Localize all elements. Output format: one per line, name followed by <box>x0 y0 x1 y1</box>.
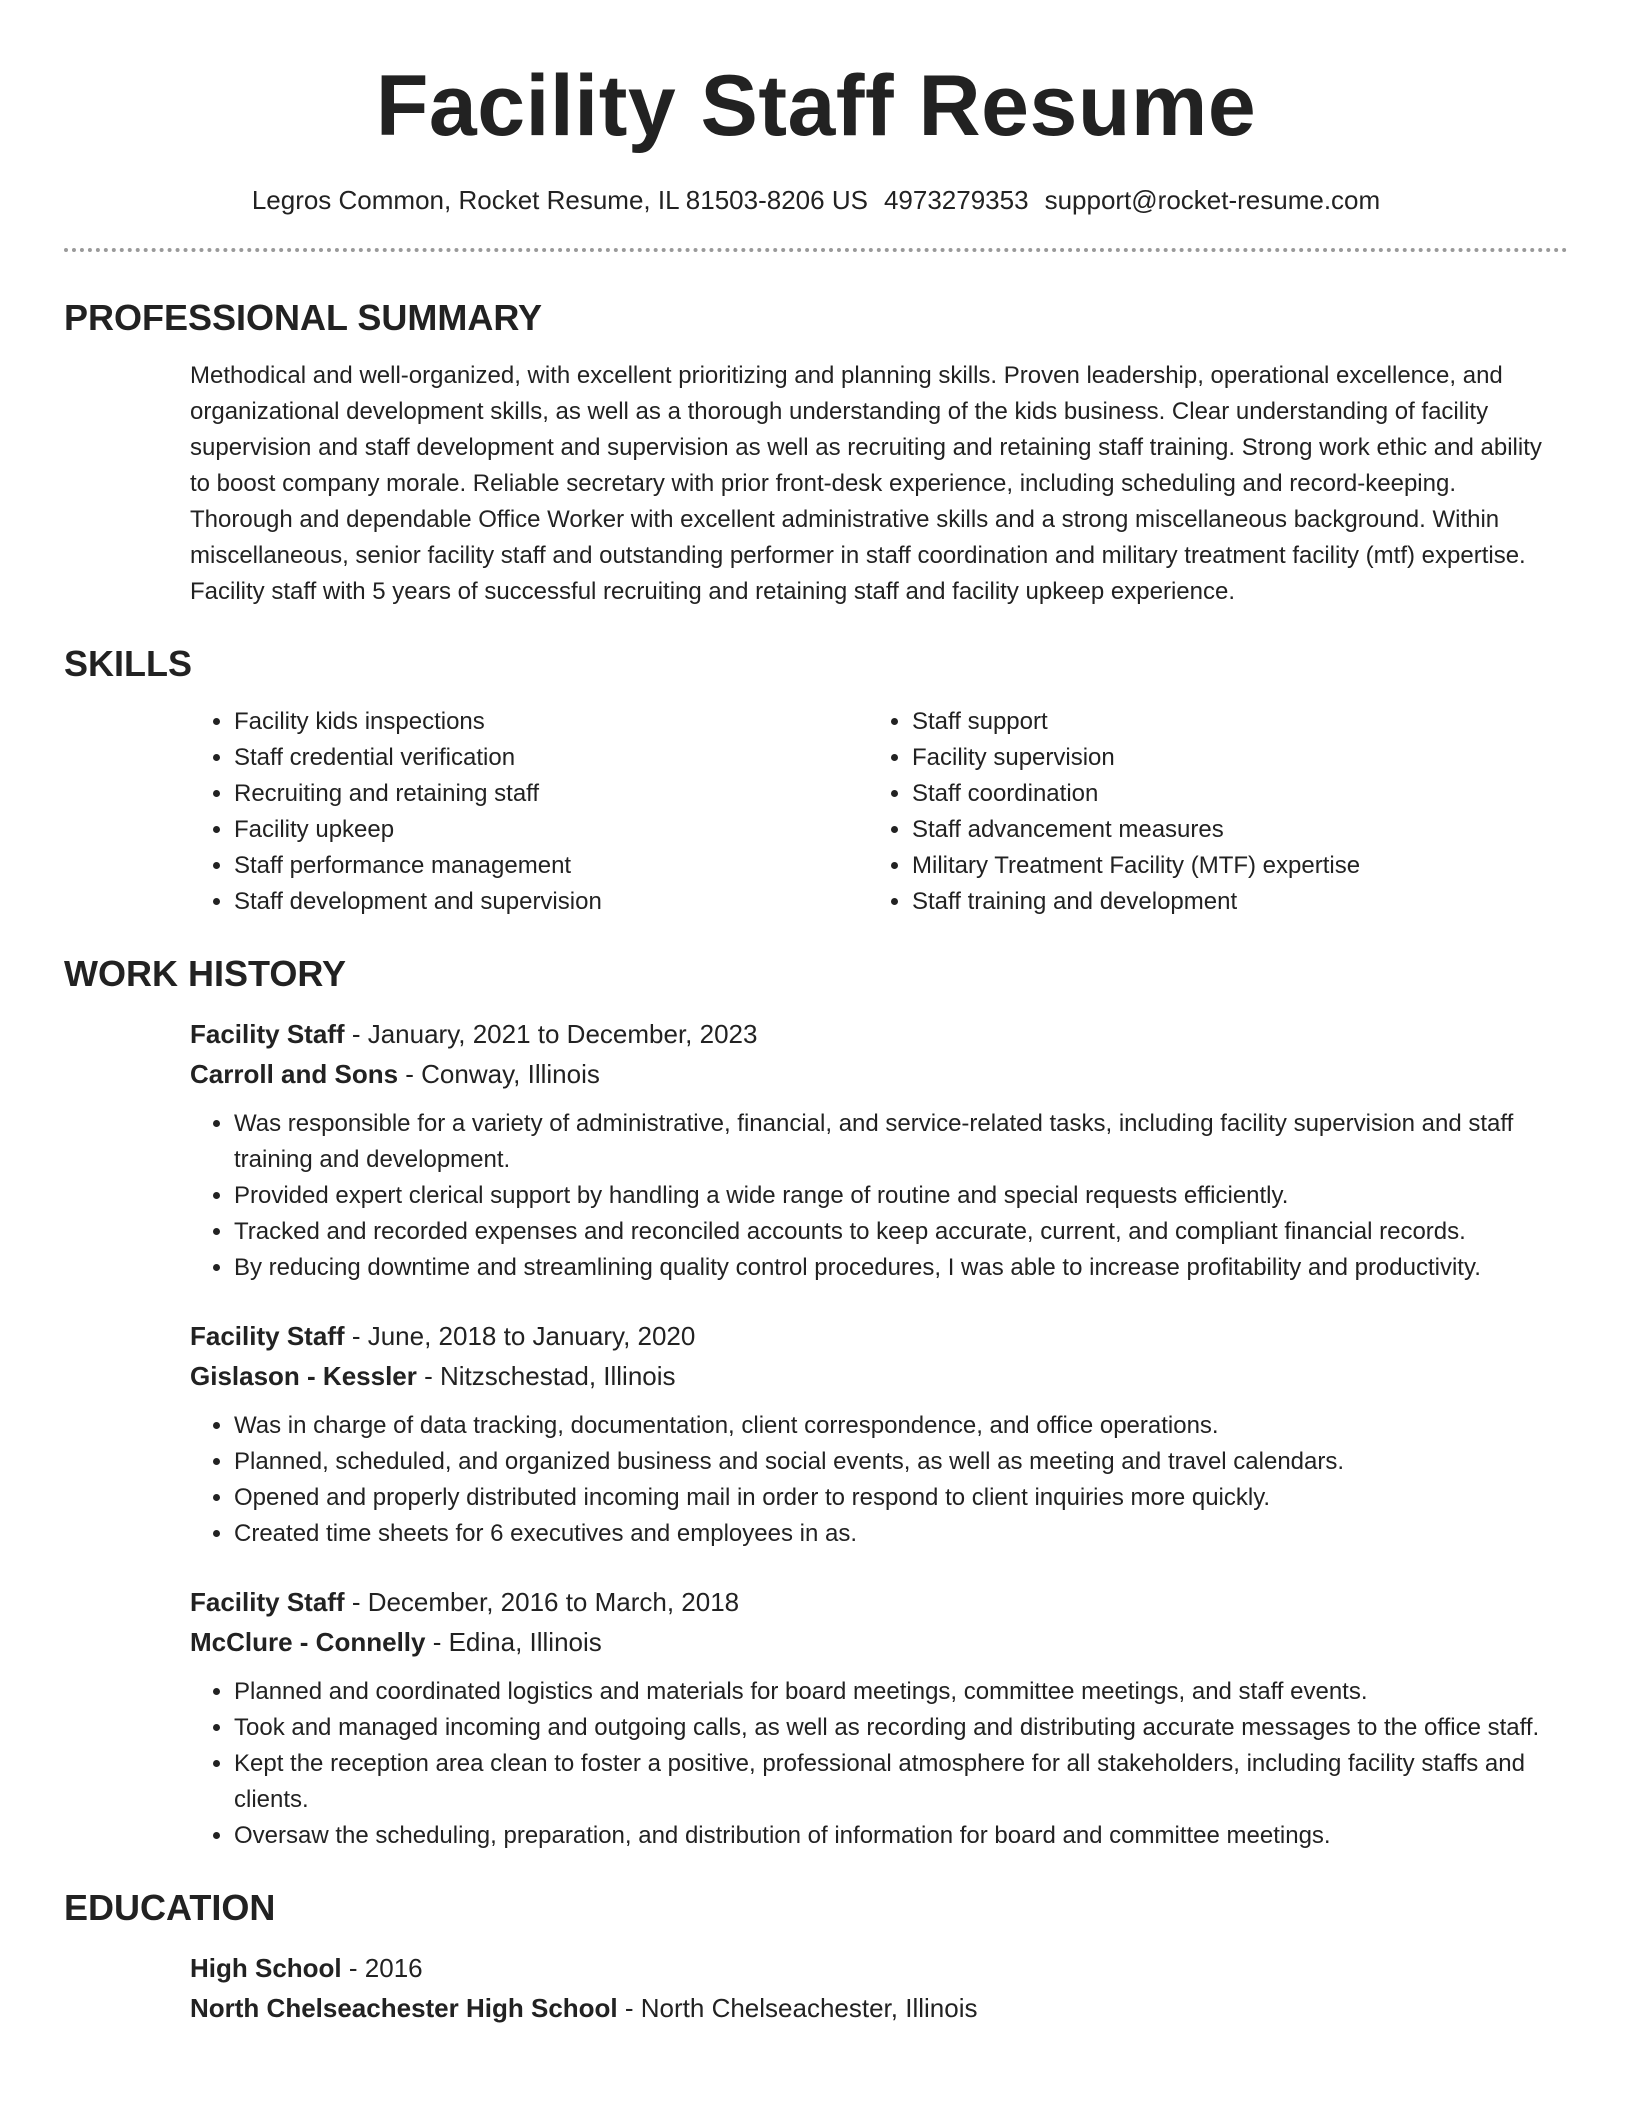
skill-item: • Staff training and development <box>912 884 1546 920</box>
skills-column-right <box>868 704 1546 920</box>
job-bullet: • By reducing downtime and streamlining quality control procedures, I was able to increase profitability and productivity. <box>234 1250 1546 1286</box>
job-title-line <box>190 1014 1546 1054</box>
job-title-line <box>190 1582 1546 1622</box>
skill-item: • Staff coordination <box>912 776 1546 812</box>
education-heading: EDUCATION <box>64 1887 276 1928</box>
skill-item: • Facility upkeep <box>234 812 868 848</box>
job-bullet: • Created time sheets for 6 executives and employees in as. <box>234 1516 1546 1552</box>
job-bullet: • Kept the reception area clean to foster a positive, professional atmosphere for all stakeholders, including facility staffs and clients. <box>234 1746 1546 1818</box>
address: Legros Common, Rocket Resume, IL 81503-8206 US <box>251 185 868 215</box>
job-bullets <box>190 1408 1546 1552</box>
summary-heading: PROFESSIONAL SUMMARY <box>64 297 543 338</box>
skill-item: • Recruiting and retaining staff <box>234 776 868 812</box>
job-bullet: • Took and managed incoming and outgoing calls, as well as recording and distributing accurate messages to the office staff. <box>234 1710 1546 1746</box>
job-title: Facility Staff <box>190 1587 345 1617</box>
skills-list <box>64 704 1568 920</box>
phone: 4973279353 <box>883 185 1029 215</box>
job-entry <box>64 1014 1568 1286</box>
job-dates: - December, 2016 to March, 2018 <box>344 1587 740 1617</box>
skill-item: • Staff support <box>912 704 1546 740</box>
job-bullet: • Planned, scheduled, and organized business and social events, as well as meeting and travel calendars. <box>234 1444 1546 1480</box>
degree: High School <box>190 1953 342 1983</box>
header-divider <box>64 248 1568 252</box>
job-entry <box>64 1316 1568 1552</box>
job-dates: - June, 2018 to January, 2020 <box>344 1321 696 1351</box>
job-company: Carroll and Sons <box>190 1059 399 1089</box>
contact-line <box>64 182 1568 218</box>
school-line <box>190 1988 1546 2028</box>
job-bullets <box>190 1674 1546 1854</box>
job-location: - Edina, Illinois <box>425 1627 602 1657</box>
school-location: - North Chelseachester, Illinois <box>617 1993 978 2023</box>
skill-item: • Military Treatment Facility (MTF) expertise <box>912 848 1546 884</box>
skills-heading: SKILLS <box>64 643 193 684</box>
skill-item: • Facility supervision <box>912 740 1546 776</box>
job-company: McClure - Connelly <box>190 1627 426 1657</box>
job-bullet: • Planned and coordinated logistics and materials for board meetings, committee meetings, and staff events. <box>234 1674 1546 1710</box>
job-bullet: • Tracked and recorded expenses and reconciled accounts to keep accurate, current, and compliant financial records. <box>234 1214 1546 1250</box>
job-entry <box>64 1582 1568 1854</box>
skill-item: • Staff development and supervision <box>234 884 868 920</box>
job-bullet: • Was responsible for a variety of administrative, financial, and service-related tasks, including facility supervision and staff training and development. <box>234 1106 1546 1178</box>
job-title-line <box>190 1316 1546 1356</box>
job-location: - Nitzschestad, Illinois <box>416 1361 676 1391</box>
job-company: Gislason - Kessler <box>190 1361 417 1391</box>
job-title: Facility Staff <box>190 1321 345 1351</box>
job-company-line <box>190 1356 1546 1396</box>
graduation-year: - 2016 <box>341 1953 423 1983</box>
skill-item: • Staff advancement measures <box>912 812 1546 848</box>
job-bullet: • Opened and properly distributed incoming mail in order to respond to client inquiries more quickly. <box>234 1480 1546 1516</box>
job-company-line <box>190 1054 1546 1094</box>
job-bullet: • Provided expert clerical support by handling a wide range of routine and special requests efficiently. <box>234 1178 1546 1214</box>
education-entry <box>64 1948 1568 2028</box>
skill-item: • Facility kids inspections <box>234 704 868 740</box>
email: support@rocket-resume.com <box>1044 185 1381 215</box>
skill-item: • Staff performance management <box>234 848 868 884</box>
job-company-line <box>190 1622 1546 1662</box>
skill-item: • Staff credential verification <box>234 740 868 776</box>
summary-text: Methodical and well-organized, with excellent prioritizing and planning skills. Proven leadership, operational excellence, and organizational development skills, as well as a thorough understanding of the kids business. Clear understanding of facility supervision and staff development and supervision as well as recruiting and retaining staff training. Strong work ethic and ability to boost company morale. Reliable secretary with prior front-desk experience, including scheduling and record-keeping. Thorough and dependable Office Worker with excellent administrative skills and a strong miscellaneous background. Within miscellaneous, senior facility staff and outstanding performer in staff coordination and military treatment facility (mtf) expertise. Facility staff with 5 years of successful recruiting and retaining staff and facility upkeep experience. <box>190 362 1542 605</box>
degree-line <box>190 1948 1546 1988</box>
work-heading: WORK HISTORY <box>64 953 347 994</box>
school-name: North Chelseachester High School <box>190 1993 618 2023</box>
job-dates: - January, 2021 to December, 2023 <box>344 1019 758 1049</box>
skills-column-left <box>190 704 868 920</box>
job-bullet: • Oversaw the scheduling, preparation, and distribution of information for board and committee meetings. <box>234 1818 1546 1854</box>
resume-title: Facility Staff Resume <box>375 58 1257 154</box>
job-title: Facility Staff <box>190 1019 345 1049</box>
job-bullets <box>190 1106 1546 1286</box>
job-location: - Conway, Illinois <box>398 1059 600 1089</box>
job-bullet: • Was in charge of data tracking, documentation, client correspondence, and office operations. <box>234 1408 1546 1444</box>
